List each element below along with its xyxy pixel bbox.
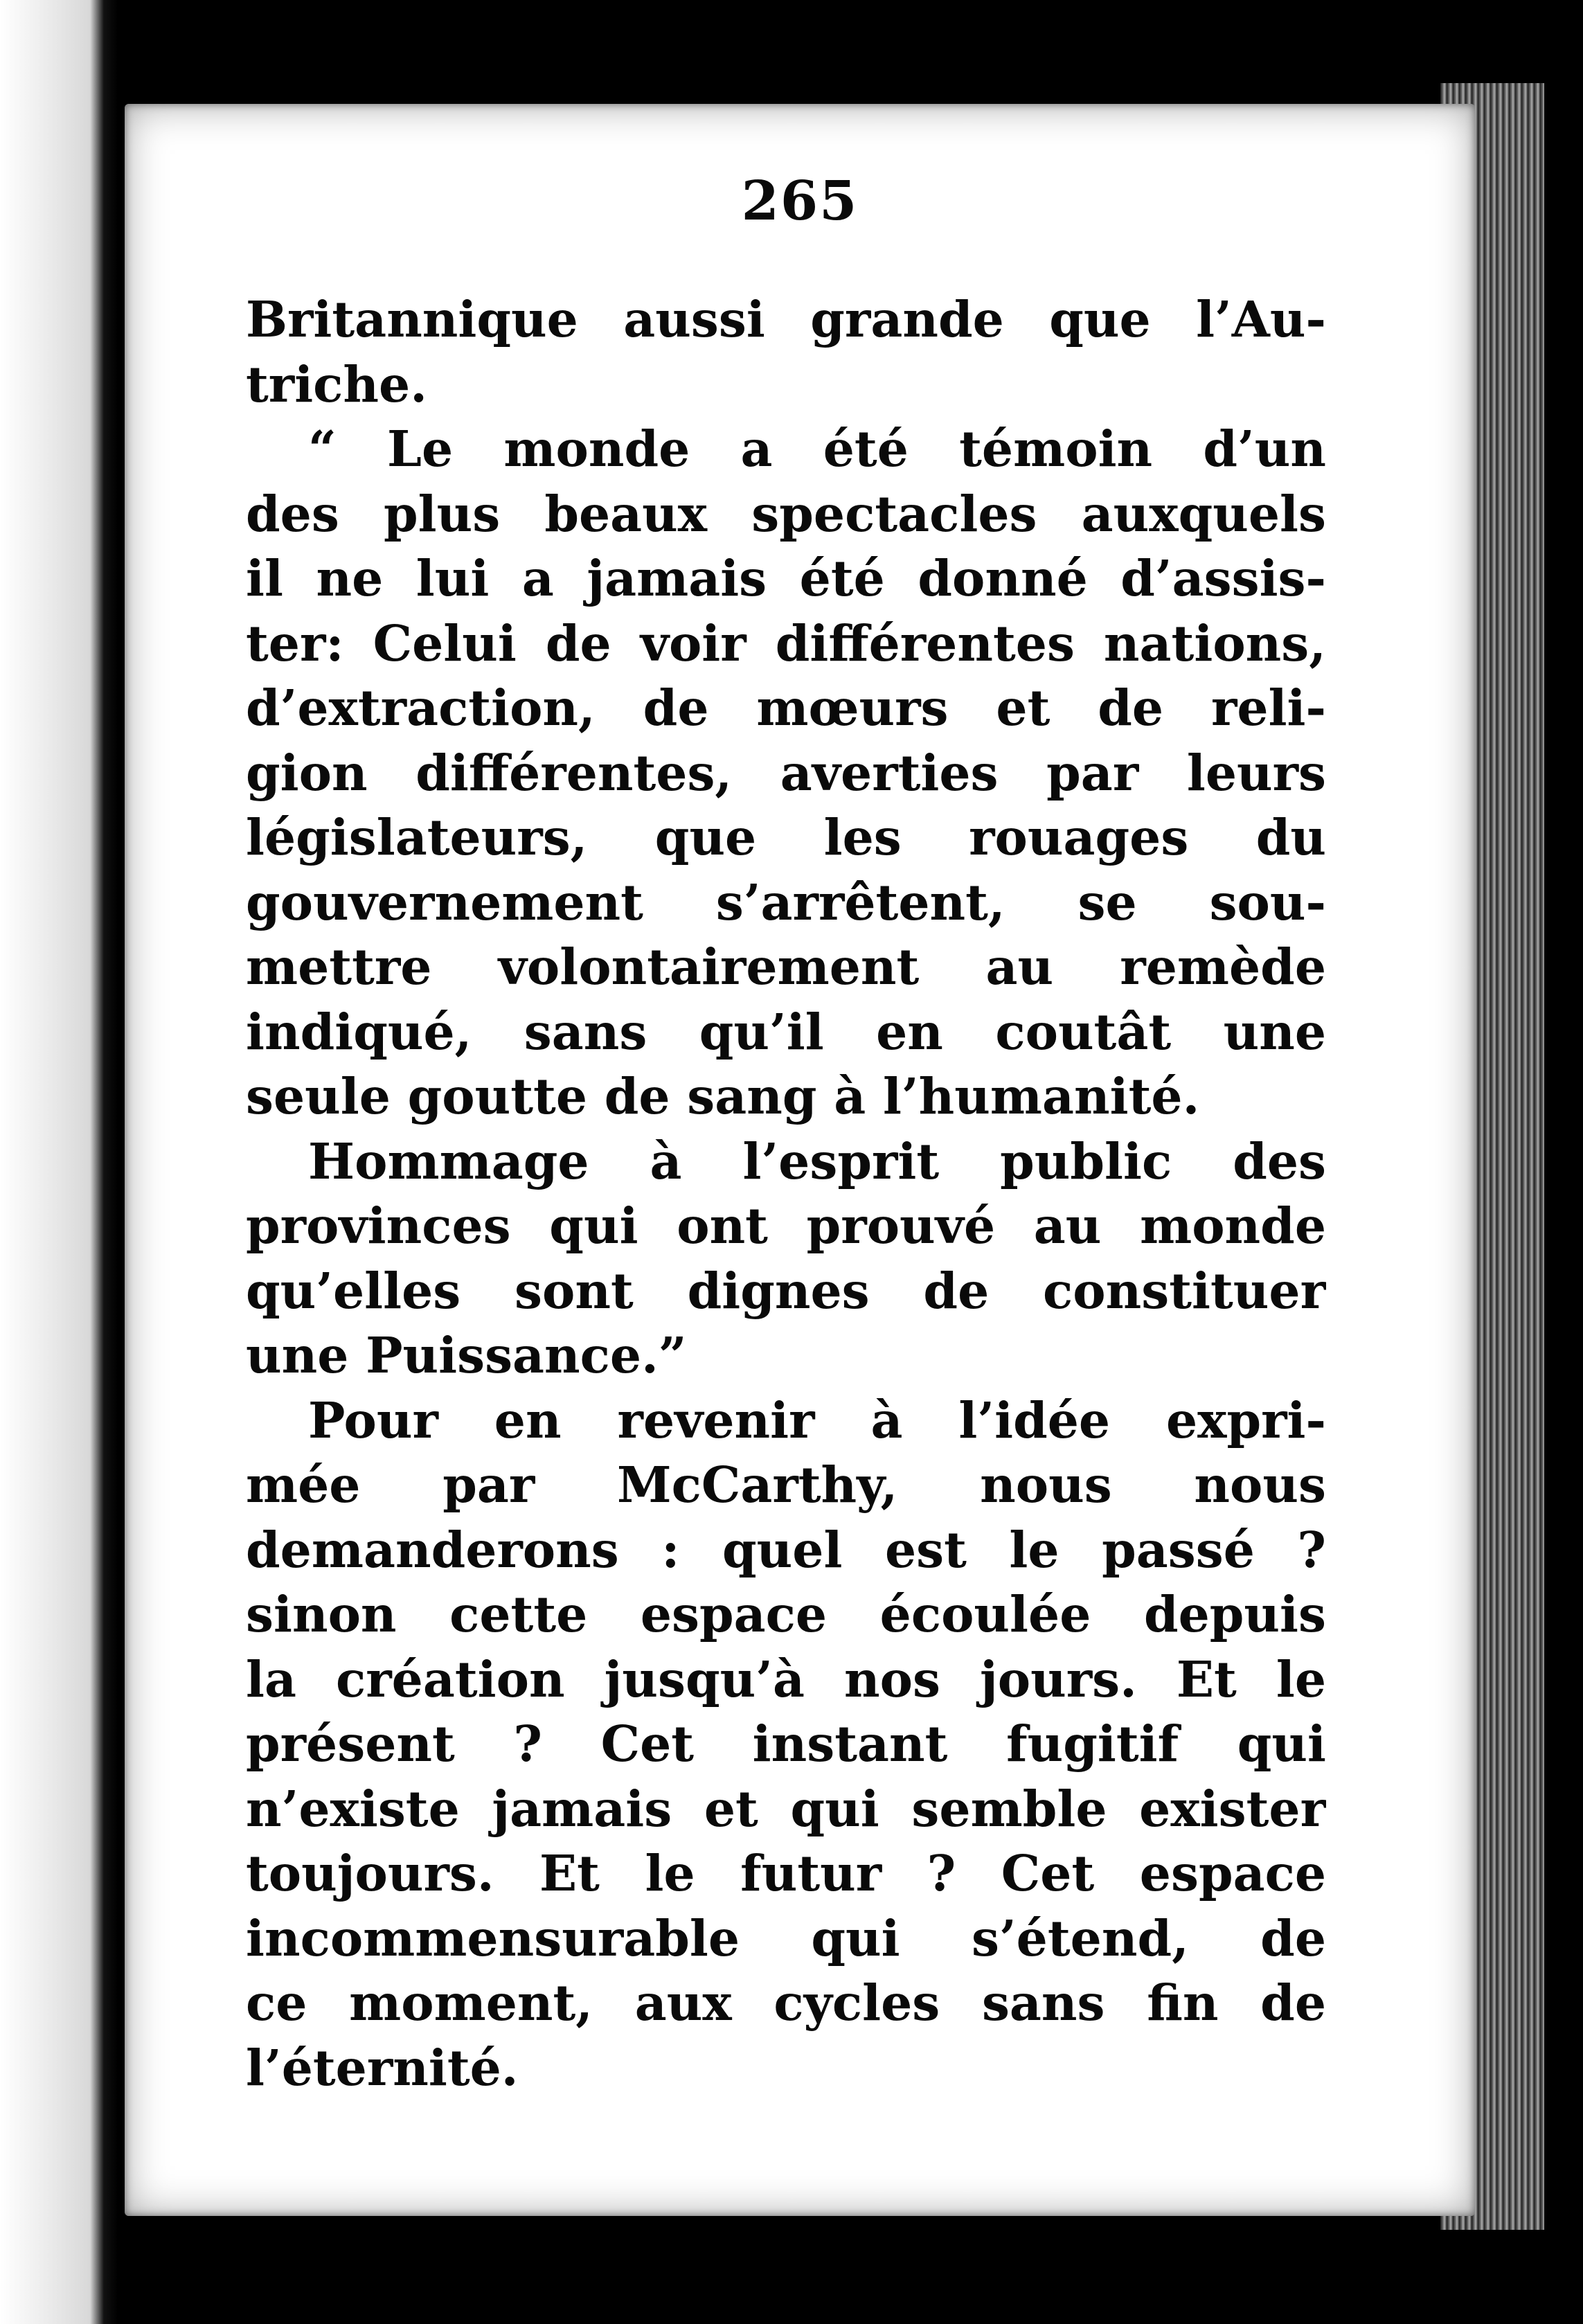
text-line: gouvernement s’arrêtent, se sou-	[246, 873, 1326, 931]
text-line: incommensurable qui s’étend, de	[246, 1909, 1326, 1967]
text-line: Britannique aussi grande que l’Au-	[246, 290, 1326, 348]
text-line: triche.	[246, 355, 427, 413]
text-line: des plus beaux spectacles auxquels	[246, 484, 1326, 543]
text-line: toujours. Et le futur ? Cet espace	[246, 1844, 1326, 1902]
text-line: mée par McCarthy, nous nous	[246, 1456, 1326, 1514]
text-line: Pour en revenir à l’idée expri-	[308, 1391, 1326, 1449]
text-line: d’extraction, de mœurs et de reli-	[246, 679, 1326, 737]
text-line: Hommage à l’esprit public des	[308, 1132, 1326, 1190]
text-line: qu’elles sont dignes de constituer	[246, 1261, 1326, 1320]
left-page-edge	[0, 0, 118, 2324]
text-line: sinon cette espace écoulée depuis	[246, 1585, 1326, 1643]
text-line: une Puissance.”	[246, 1326, 687, 1384]
text-line: ter: Celui de voir différentes nations,	[246, 614, 1326, 672]
text-line: demanderons : quel est le passé ?	[246, 1520, 1326, 1579]
text-line: présent ? Cet instant fugitif qui	[246, 1715, 1326, 1773]
text-line: gion différentes, averties par leurs	[246, 743, 1326, 802]
text-line: seule goutte de sang à l’humanité.	[246, 1067, 1200, 1125]
body-text	[246, 287, 1326, 2100]
text-line: ce moment, aux cycles sans fin de	[246, 1974, 1326, 2032]
text-line: l’éternité.	[246, 2038, 519, 2097]
page-number: 265	[741, 170, 859, 233]
text-line: “ Le monde a été témoin d’un	[308, 420, 1326, 478]
text-line: législateurs, que les rouages du	[246, 808, 1326, 866]
text-line: n’existe jamais et qui semble exister	[246, 1779, 1326, 1838]
book-page	[125, 104, 1475, 2216]
text-line: provinces qui ont prouvé au monde	[246, 1197, 1326, 1255]
text-line: indiqué, sans qu’il en coutât une	[246, 1002, 1326, 1061]
text-line: il ne lui a jamais été donné d’assis-	[246, 549, 1326, 607]
text-line: mettre volontairement au remède	[246, 938, 1326, 996]
text-line: la création jusqu’à nos jours. Et le	[246, 1650, 1326, 1708]
